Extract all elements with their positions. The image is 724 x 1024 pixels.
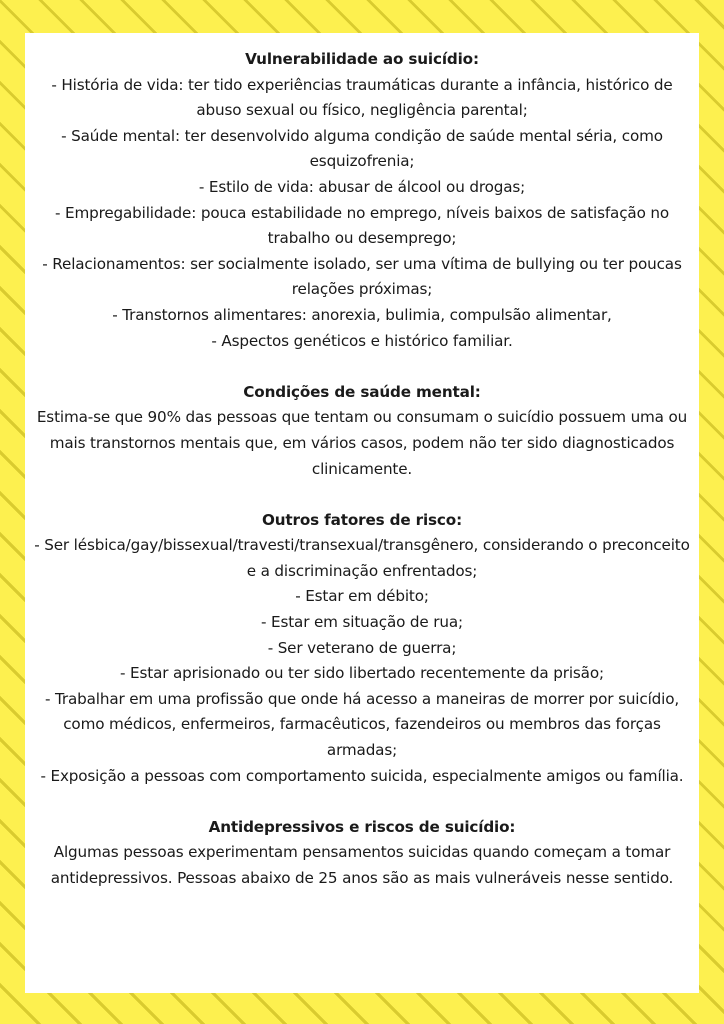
list-item: - Ser lésbica/gay/bissexual/travesti/transexual/transgênero, considerando o preconceito e a discriminação enfrentados;	[34, 536, 690, 580]
section-antidepressants	[29, 815, 695, 892]
paragraph: Estima-se que 90% das pessoas que tentam ou consumam o suicídio possuem uma ou mais transtornos mentais que, em vários casos, podem não ter sido diagnosticados clinicamente.	[36, 408, 688, 478]
list-item: - Estar em débito;	[295, 587, 429, 606]
list-item: - Aspectos genéticos e histórico familiar.	[211, 331, 513, 350]
list-item: - Exposição a pessoas com comportamento suicida, especialmente amigos ou família.	[40, 766, 684, 785]
section-vulnerability	[29, 47, 695, 354]
section-mental-health	[29, 380, 695, 482]
list-item: - Ser veterano de guerra;	[267, 638, 457, 657]
section-title: Condições de saúde mental:	[243, 382, 481, 401]
list-item: - Saúde mental: ter desenvolvido alguma condição de saúde mental séria, como esquizofrenia;	[61, 126, 663, 171]
section-title: Vulnerabilidade ao suicídio:	[245, 50, 479, 68]
list-item: - Estar aprisionado ou ter sido libertado recentemente da prisão;	[120, 664, 604, 683]
section-title: Outros fatores de risco:	[261, 510, 462, 529]
list-item: - Transtornos alimentares: anorexia, bulimia, compulsão alimentar,	[112, 305, 612, 324]
section-title: Antidepressivos e riscos de suicídio:	[208, 817, 516, 836]
list-item: - História de vida: ter tido experiências traumáticas durante a infância, histórico de abuso sexual ou físico, negligência parental;	[51, 75, 673, 120]
list-item: - Estilo de vida: abusar de álcool ou drogas;	[198, 177, 526, 196]
list-item: - Relacionamentos: ser socialmente isolado, ser uma vítima de bullying ou ter poucas relações próximas;	[42, 254, 682, 299]
list-item: - Empregabilidade: pouca estabilidade no emprego, níveis baixos de satisfação no trabalho ou desemprego;	[54, 203, 670, 248]
paragraph: Algumas pessoas experimentam pensamentos suicidas quando começam a tomar antidepressivos. Pessoas abaixo de 25 anos são as mais vulneráveis nesse sentido.	[50, 843, 674, 887]
document-page	[25, 33, 699, 993]
list-item: - Trabalhar em uma profissão que onde há acesso a maneiras de morrer por suicídio, como médicos, enfermeiros, farmacêuticos, fazendeiros ou membros das forças armadas;	[44, 689, 680, 760]
list-item: - Estar em situação de rua;	[261, 613, 463, 632]
section-other-risk-factors	[29, 508, 695, 790]
